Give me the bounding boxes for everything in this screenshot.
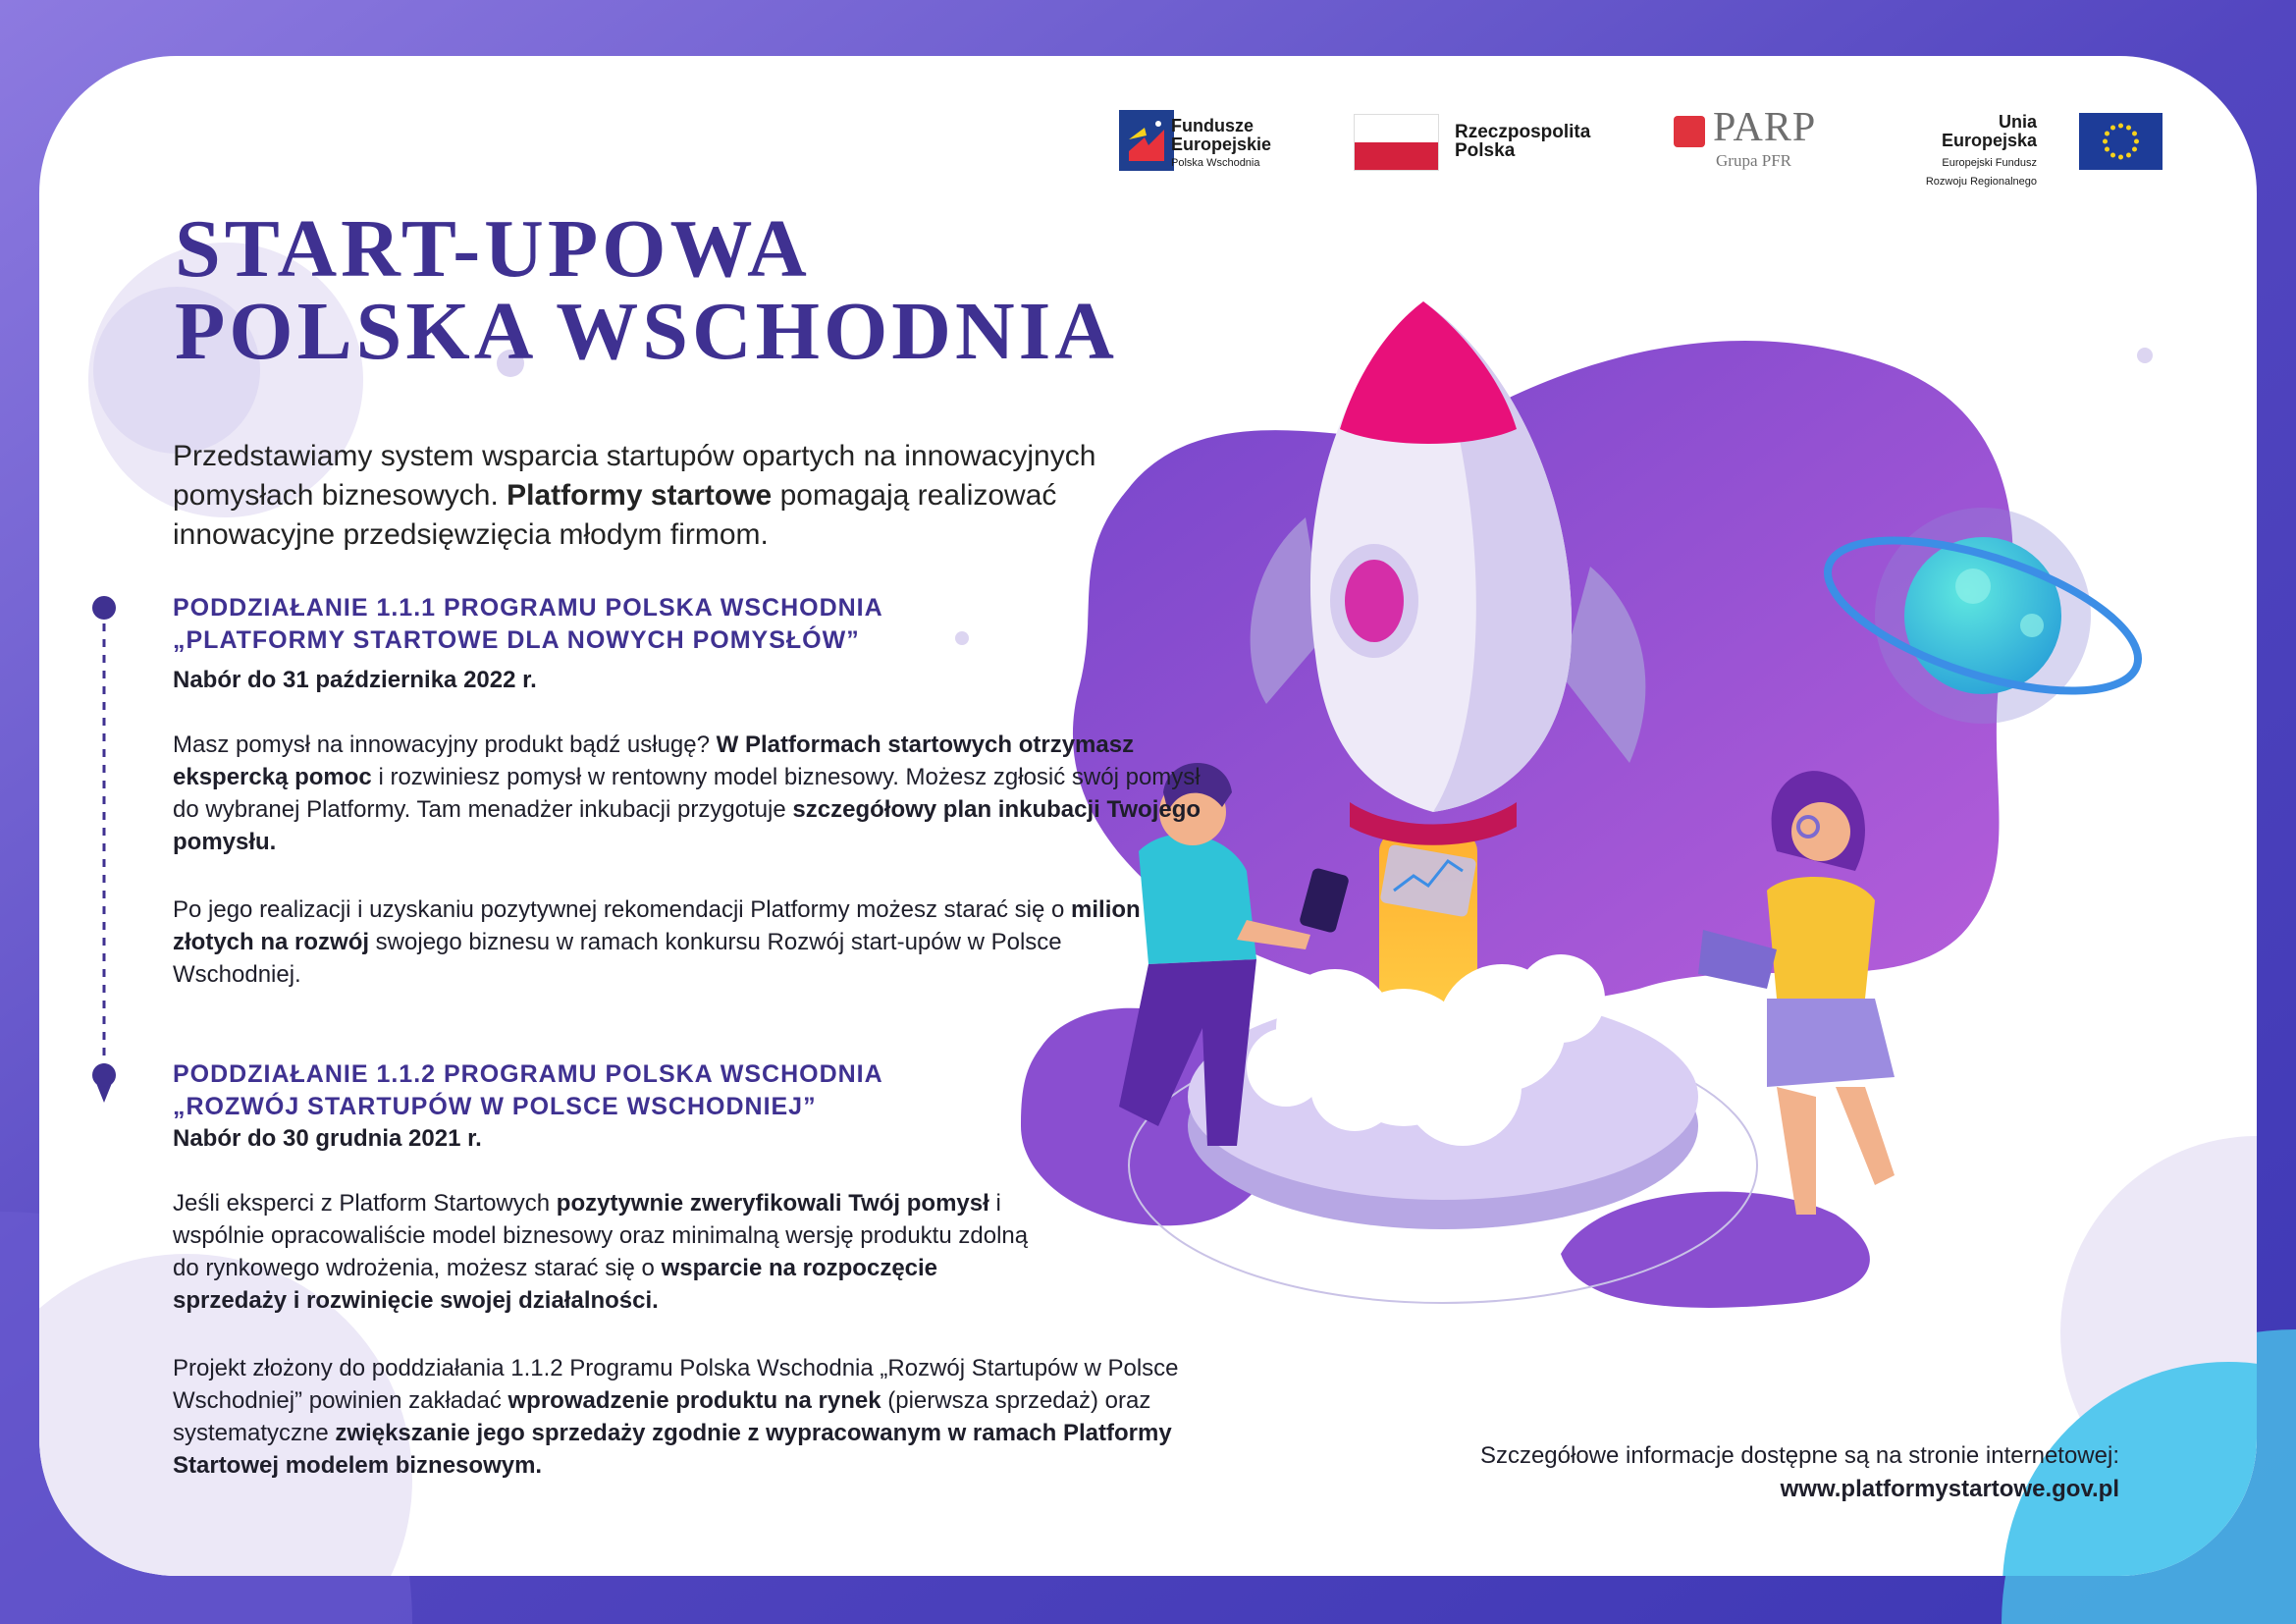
fundusze-europejskie-logo bbox=[1119, 110, 1174, 171]
timeline-arrow bbox=[92, 623, 116, 1105]
poster-card bbox=[39, 56, 2257, 1576]
parp-logo: PARP bbox=[1713, 105, 1817, 150]
section2-paragraph2: Projekt złożony do poddziałania 1.1.2 Programu Polska Wschodnia „Rozwój Startupów w Polsce Wschodniej” powinien zakładać wprowadzenie produktu na rynek (pierwsza sprzedaż) oraz systematyczne zwiększanie jego sprzedaży zgodnie z wypracowanym w ramach Platformy Startowej modelem biznesowym. bbox=[173, 1355, 1179, 1479]
footer-info bbox=[1480, 1439, 2119, 1506]
timeline-bullet-1 bbox=[92, 596, 116, 620]
parp-icon bbox=[1674, 116, 1705, 147]
fundusze-europejskie-text: Fundusze Europejskie Polska Wschodnia bbox=[1171, 116, 1272, 169]
intro-paragraph: Przedstawiamy system wsparcia startupów opartych na innowacyjnych pomysłach biznesowych. Platformy startowe pomagają realizować innowacyjne przedsięwzięcia młodym firmom. bbox=[173, 440, 1096, 551]
section2-paragraph1: Jeśli eksperci z Platform Startowych pozytywnie zweryfikowali Twój pomysł i wspólnie opracowaliście model biznesowy oraz minimalną wersję produktu zdolną do rynkowego wdrożenia, możesz starać się o wsparcie na rozpoczęcie sprzedaży i rozwinięcie swojej działalności. bbox=[173, 1190, 1029, 1314]
website-link[interactable]: www.platformystartowe.gov.pl bbox=[1780, 1476, 2119, 1502]
unia-europejska-text: Unia Europejska Europejski Fundusz Rozwoju Regionalnego bbox=[1925, 112, 2037, 188]
section1-heading: PODDZIAŁANIE 1.1.1 PROGRAMU POLSKA WSCHODNIA „PLATFORMY STARTOWE DLA NOWYCH POMYSŁÓW” bbox=[173, 594, 883, 654]
parp-subtitle: Grupa PFR bbox=[1716, 151, 1791, 170]
timeline-bullet-2 bbox=[92, 1063, 116, 1087]
page-title: START-UPOWA POLSKA WSCHODNIA bbox=[175, 203, 1118, 377]
section1-paragraph1: Masz pomysł na innowacyjny produkt bądź usługę? W Platformach startowych otrzymasz ekspercką pomoc i rozwiniesz pomysł w rentowny model biznesowy. Możesz zgłosić swój pomysł do wybranej Platformy. Tam menadżer inkubacji przygotuje szczegółowy plan inkubacji Twojego pomysłu. bbox=[173, 731, 1201, 855]
polish-flag-icon bbox=[1355, 115, 1438, 170]
section2-heading: PODDZIAŁANIE 1.1.2 PROGRAMU POLSKA WSCHODNIA „ROZWÓJ STARTUPÓW W POLSCE WSCHODNIEJ” bbox=[173, 1060, 883, 1120]
footer-info-text: Szczegółowe informacje dostępne są na stronie internetowej: bbox=[1479, 1442, 2119, 1469]
section1-paragraph2: Po jego realizacji i uzyskaniu pozytywnej rekomendacji Platformy możesz starać się o milion złotych na rozwój swojego biznesu w ramach konkursu Rozwój start-upów w Polsce Wschodniej. bbox=[173, 896, 1141, 988]
section1-deadline: Nabór do 31 października 2022 r. bbox=[173, 667, 537, 693]
eu-flag-icon bbox=[2079, 113, 2163, 170]
rzeczpospolita-text: Rzeczpospolita Polska bbox=[1455, 122, 1591, 161]
section2-deadline: Nabór do 30 grudnia 2021 r. bbox=[173, 1125, 482, 1152]
